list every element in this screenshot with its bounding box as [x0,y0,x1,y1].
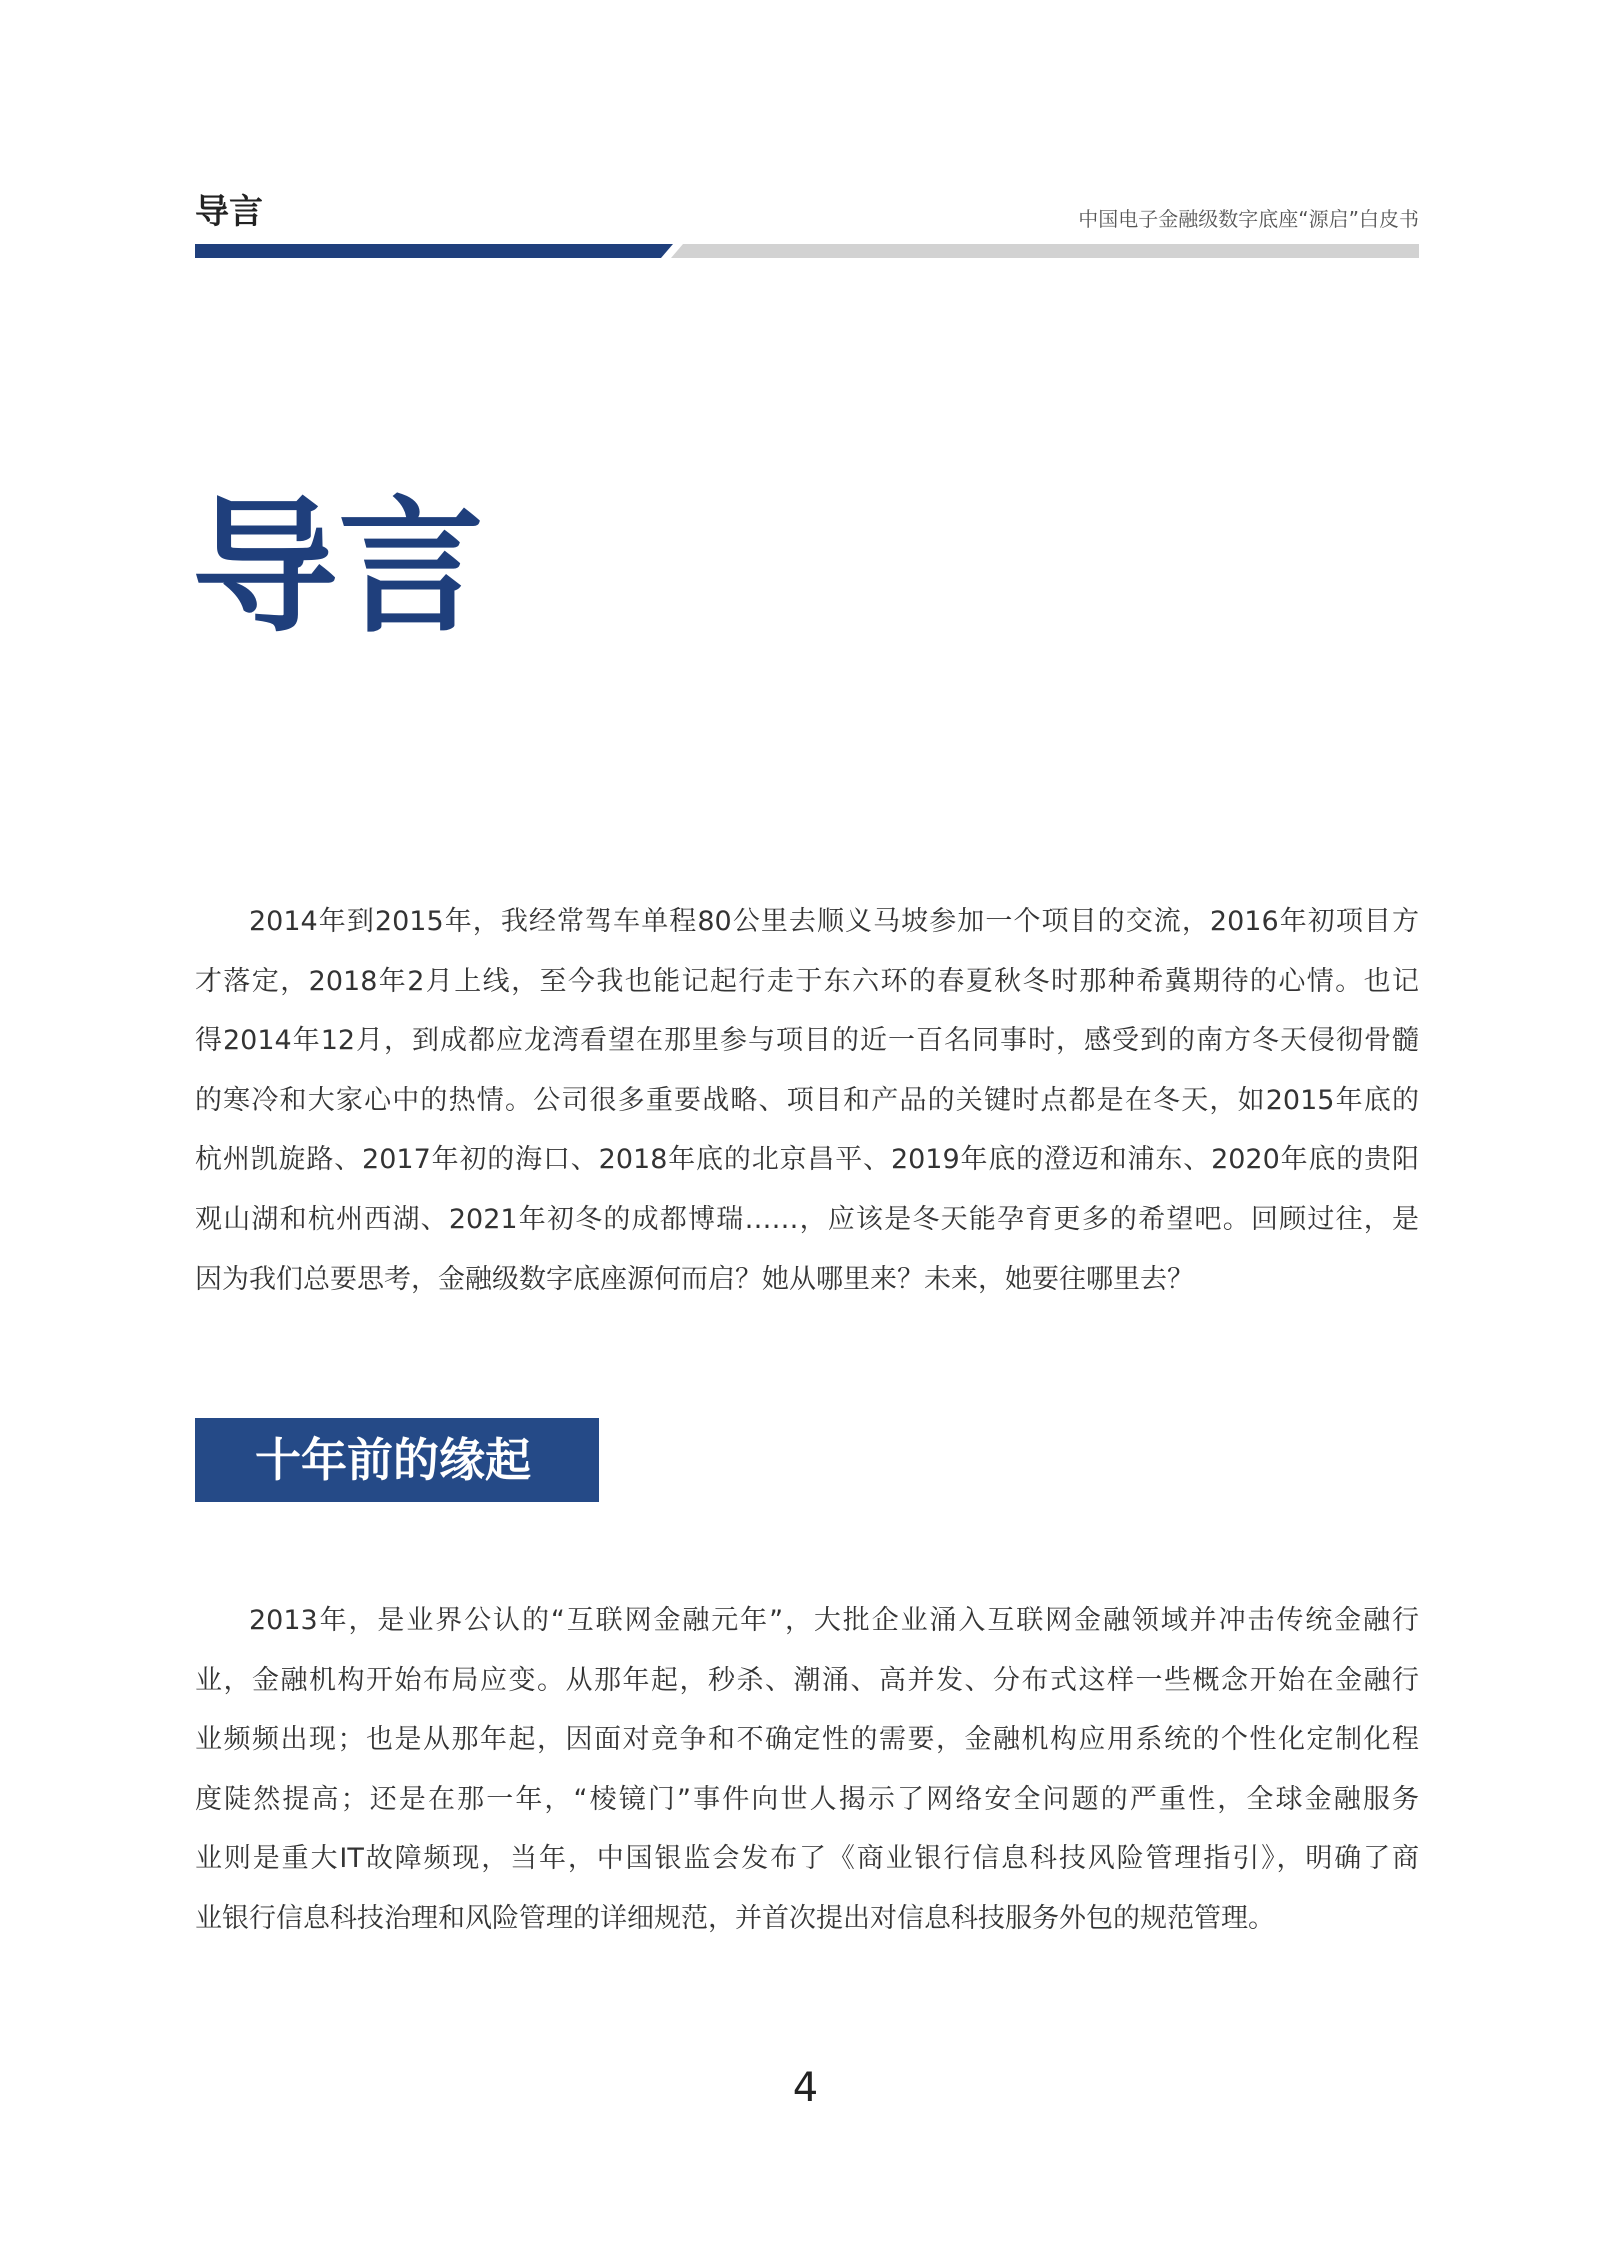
section-line: 度陡然提高；还是在那一年，“棱镜门”事件向世人揭示了网络安全问题的严重性，全球金融服务 [195,1783,1419,1815]
running-header-document-title: 中国电子金融级数字底座“源启”白皮书 [1078,207,1419,231]
section-line: 业则是重大IT故障频现，当年，中国银监会发布了《商业银行信息科技风险管理指引》，明确了商 [195,1843,1419,1875]
intro-line: 杭州凯旋路、2017年初的海口、2018年底的北京昌平、2019年底的澄迈和浦东、2020年底的贵阳 [195,1144,1419,1176]
header-rule-gray [671,244,1419,258]
intro-line: 的寒冷和大家心中的热情。公司很多重要战略、项目和产品的关键时点都是在冬天，如2015年底的 [195,1084,1419,1116]
header-rule-blue [195,244,673,258]
section-paragraph [195,1591,1419,1949]
running-header-section-label: 导言 [195,192,263,232]
section-line: 业频频出现；也是从那年起，因面对竞争和不确定性的需要，金融机构应用系统的个性化定制化程 [195,1724,1419,1756]
intro-line: 2014年到2015年，我经常驾车单程80公里去顺义马坡参加一个项目的交流，2016年初项目方 [249,906,1419,937]
section-heading-text: 十年前的缘起 [255,1433,531,1487]
chapter-title: 导言 [192,483,484,653]
section-line: 业，金融机构开始布局应变。从那年起，秒杀、潮涌、高并发、分布式这样一些概念开始在金融行 [195,1664,1419,1696]
section-line: 2013年，是业界公认的“互联网金融元年”，大批企业涌入互联网金融领域并冲击传统金融行 [249,1605,1419,1636]
intro-line: 观山湖和杭州西湖、2021年初冬的成都博瑞……，应该是冬天能孕育更多的希望吧。回顾过往，是 [195,1203,1419,1235]
section-line: 业银行信息科技治理和风险管理的详细规范，并首次提出对信息科技服务外包的规范管理。 [195,1902,1275,1934]
section-heading-box [195,1418,599,1502]
intro-line: 才落定，2018年2月上线，至今我也能记起行走于东六环的春夏秋冬时那种希冀期待的心情。也记 [195,965,1419,997]
intro-paragraph [195,892,1419,1309]
page-number: 4 [792,2065,819,2111]
intro-line: 因为我们总要思考，金融级数字底座源何而启？她从哪里来？未来，她要往哪里去？ [195,1263,1194,1295]
intro-line: 得2014年12月，到成都应龙湾看望在那里参与项目的近一百名同事时，感受到的南方冬天侵彻骨髓 [195,1025,1419,1057]
